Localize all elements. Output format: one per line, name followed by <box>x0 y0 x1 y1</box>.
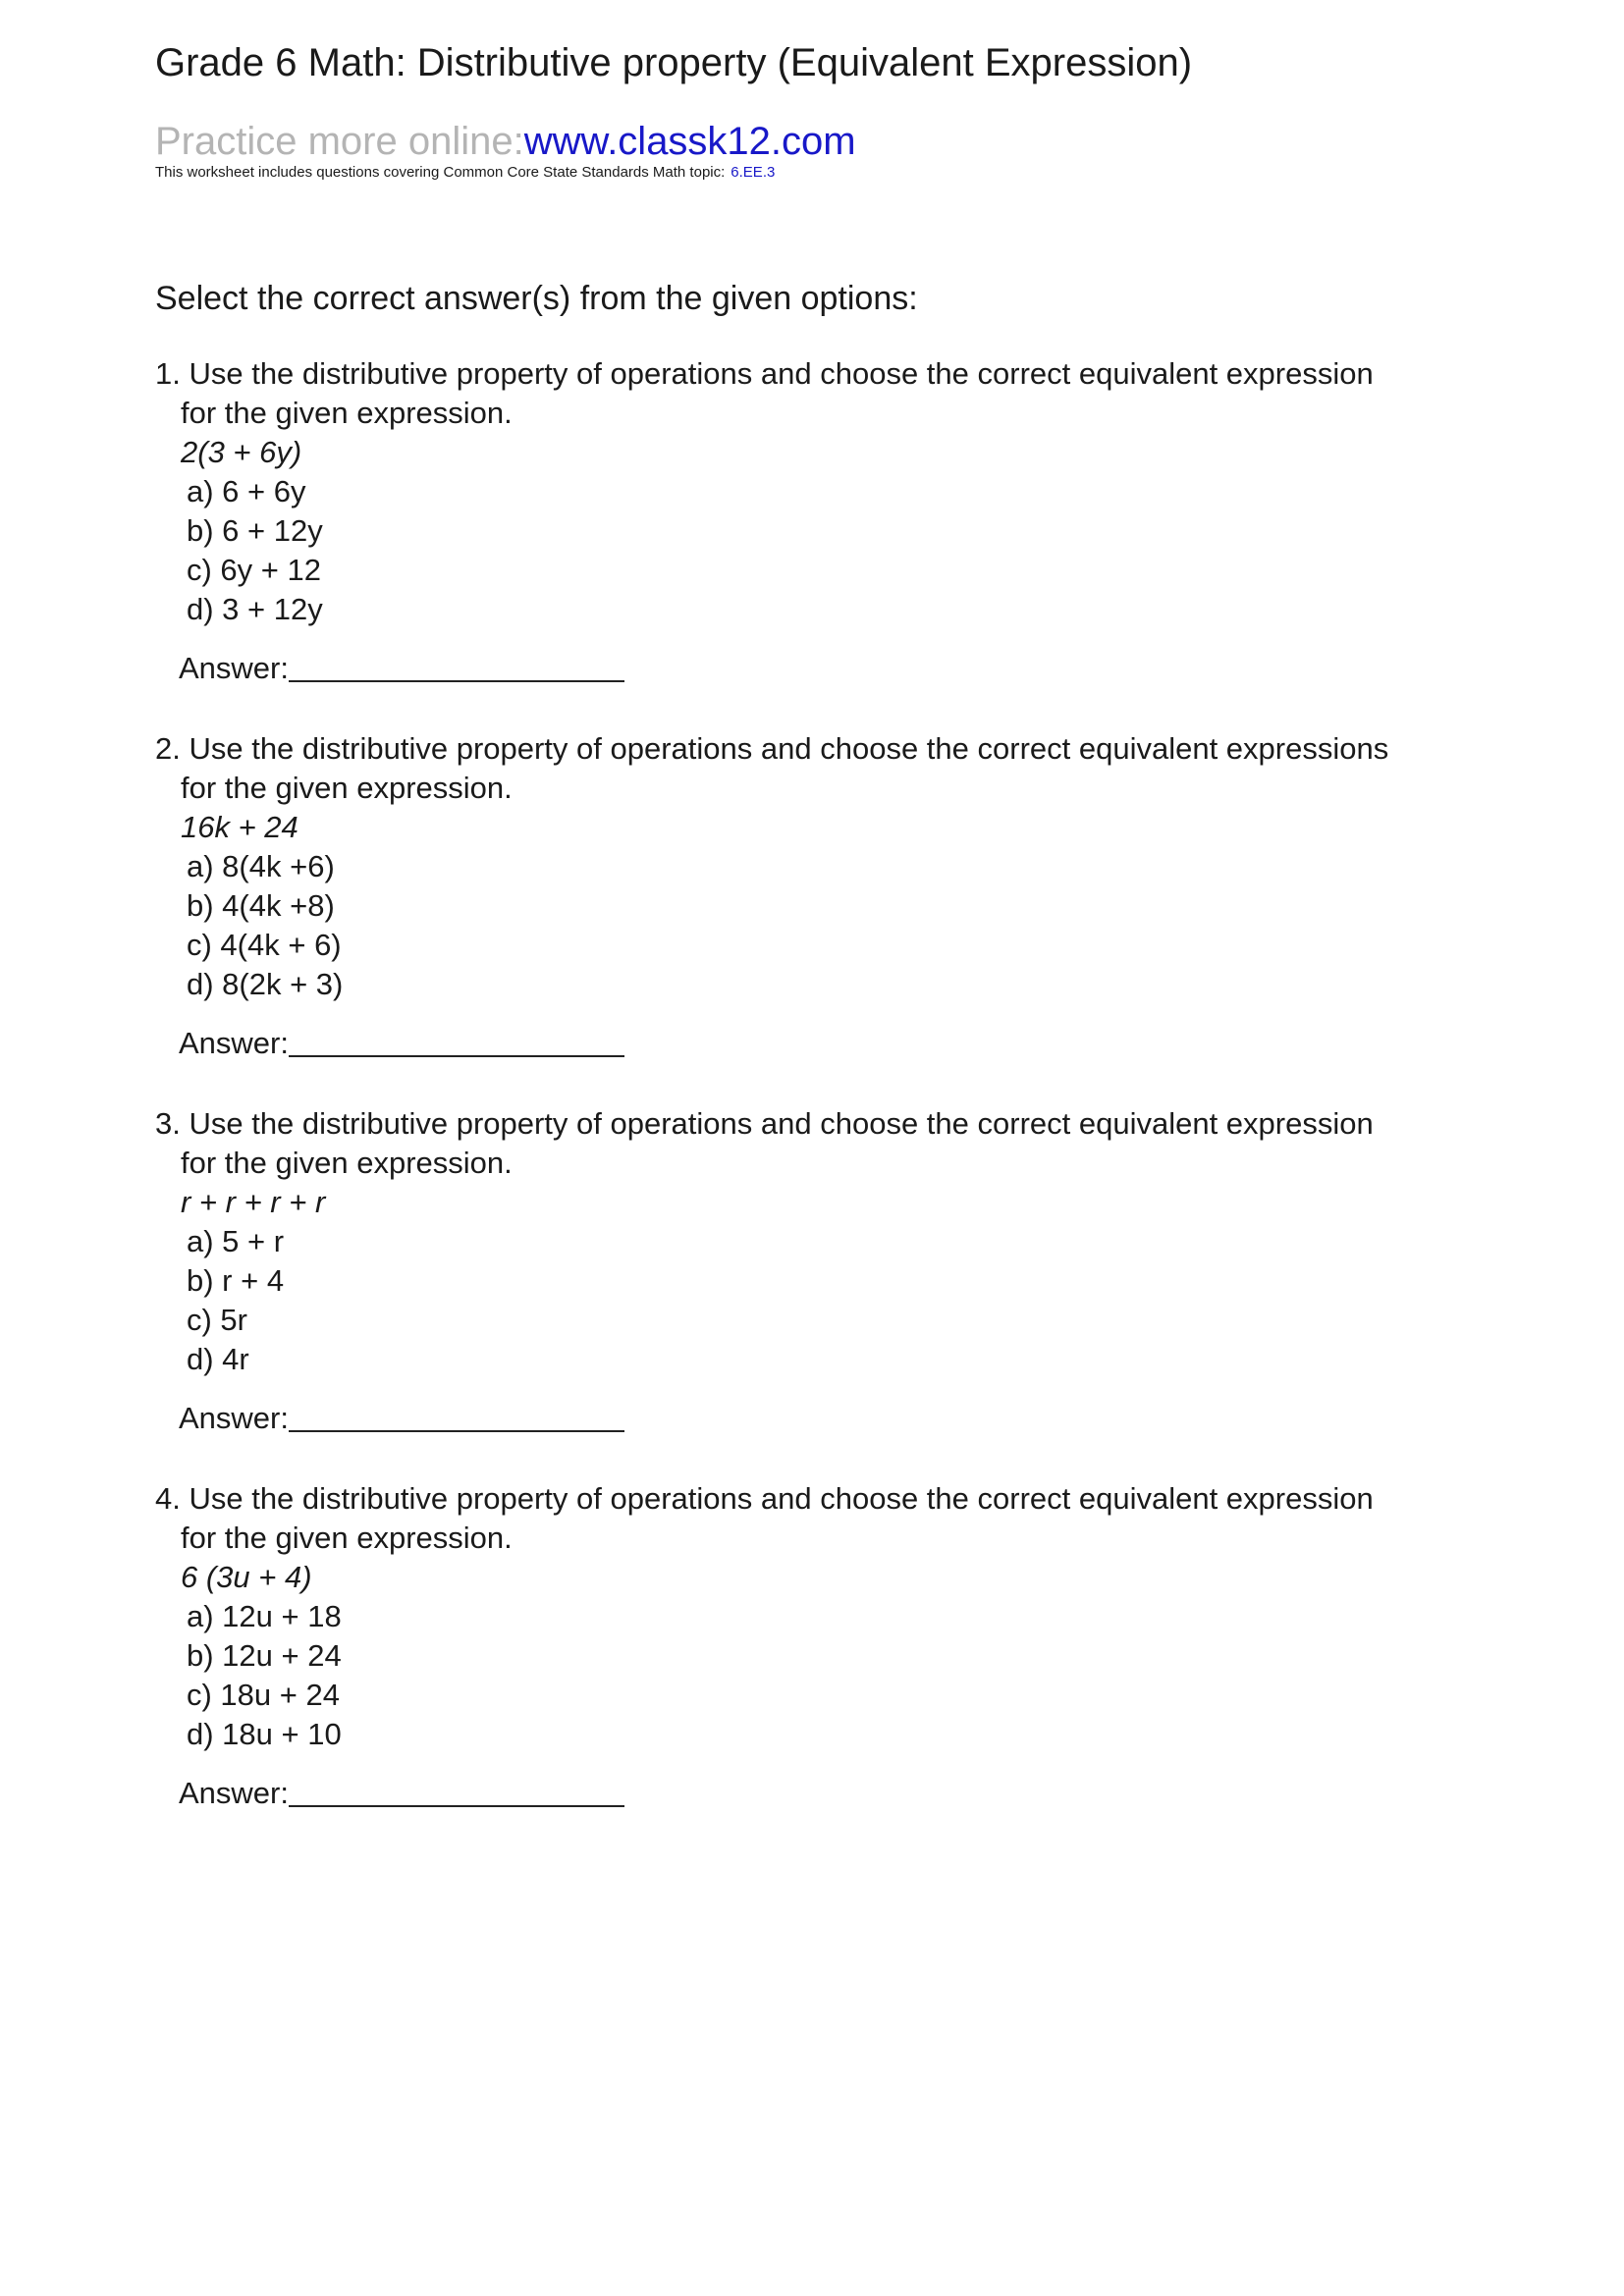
option-c[interactable]: c) 6y + 12 <box>187 553 321 587</box>
option-b[interactable]: b) 4(4k +8) <box>187 888 335 923</box>
option-c[interactable]: c) 18u + 24 <box>187 1678 340 1712</box>
option-d[interactable]: d) 8(2k + 3) <box>187 967 344 1001</box>
instruction-text: Select the correct answer(s) from the given options: <box>155 280 918 317</box>
question-4 <box>155 1479 1432 1813</box>
practice-line <box>155 118 856 165</box>
question-expression: r + r + r + r <box>181 1185 326 1219</box>
answer-blank[interactable] <box>289 1403 624 1432</box>
answer-label: Answer: <box>179 651 289 685</box>
option-a[interactable]: a) 5 + r <box>187 1224 285 1258</box>
option-a[interactable]: a) 6 + 6y <box>187 474 306 508</box>
practice-label: Practice more online: <box>155 120 524 163</box>
standards-note <box>155 163 775 183</box>
option-a[interactable]: a) 12u + 18 <box>187 1599 342 1633</box>
option-d[interactable]: d) 3 + 12y <box>187 592 323 626</box>
question-prompt: 2. Use the distributive property of operations and choose the correct equivalent expressions <box>155 731 1389 766</box>
question-prompt-continued: for the given expression. <box>181 771 513 805</box>
question-2 <box>155 729 1432 1063</box>
page-title: Grade 6 Math: Distributive property (Equivalent Expression) <box>155 41 1193 84</box>
question-prompt-continued: for the given expression. <box>181 1521 513 1555</box>
option-b[interactable]: b) 6 + 12y <box>187 513 323 548</box>
answer-blank[interactable] <box>289 1778 624 1807</box>
question-expression: 16k + 24 <box>181 810 298 844</box>
answer-label: Answer: <box>179 1026 289 1060</box>
answer-row <box>155 1024 1432 1063</box>
question-3 <box>155 1104 1432 1438</box>
option-d[interactable]: d) 4r <box>187 1342 249 1376</box>
answer-blank[interactable] <box>289 653 624 682</box>
option-a[interactable]: a) 8(4k +6) <box>187 849 335 883</box>
answer-row <box>155 1774 1432 1813</box>
practice-link[interactable]: www.classk12.com <box>523 120 856 163</box>
option-b[interactable]: b) 12u + 24 <box>187 1638 342 1673</box>
standards-text: This worksheet includes questions covering Common Core State Standards Math topic: <box>155 164 726 181</box>
question-prompt: 1. Use the distributive property of operations and choose the correct equivalent expression <box>155 356 1374 391</box>
question-expression: 2(3 + 6y) <box>181 435 302 469</box>
answer-label: Answer: <box>179 1776 289 1810</box>
question-1 <box>155 354 1432 688</box>
option-c[interactable]: c) 4(4k + 6) <box>187 928 342 962</box>
question-prompt: 3. Use the distributive property of operations and choose the correct equivalent expression <box>155 1106 1374 1141</box>
answer-blank[interactable] <box>289 1028 624 1057</box>
question-expression: 6 (3u + 4) <box>181 1560 312 1594</box>
question-prompt: 4. Use the distributive property of operations and choose the correct equivalent expression <box>155 1481 1374 1516</box>
answer-row <box>155 649 1432 688</box>
question-prompt-continued: for the given expression. <box>181 1146 513 1180</box>
option-b[interactable]: b) r + 4 <box>187 1263 285 1298</box>
answer-row <box>155 1399 1432 1438</box>
answer-label: Answer: <box>179 1401 289 1435</box>
standards-code: 6.EE.3 <box>731 164 776 181</box>
option-d[interactable]: d) 18u + 10 <box>187 1717 342 1751</box>
question-prompt-continued: for the given expression. <box>181 396 513 430</box>
option-c[interactable]: c) 5r <box>187 1303 247 1337</box>
